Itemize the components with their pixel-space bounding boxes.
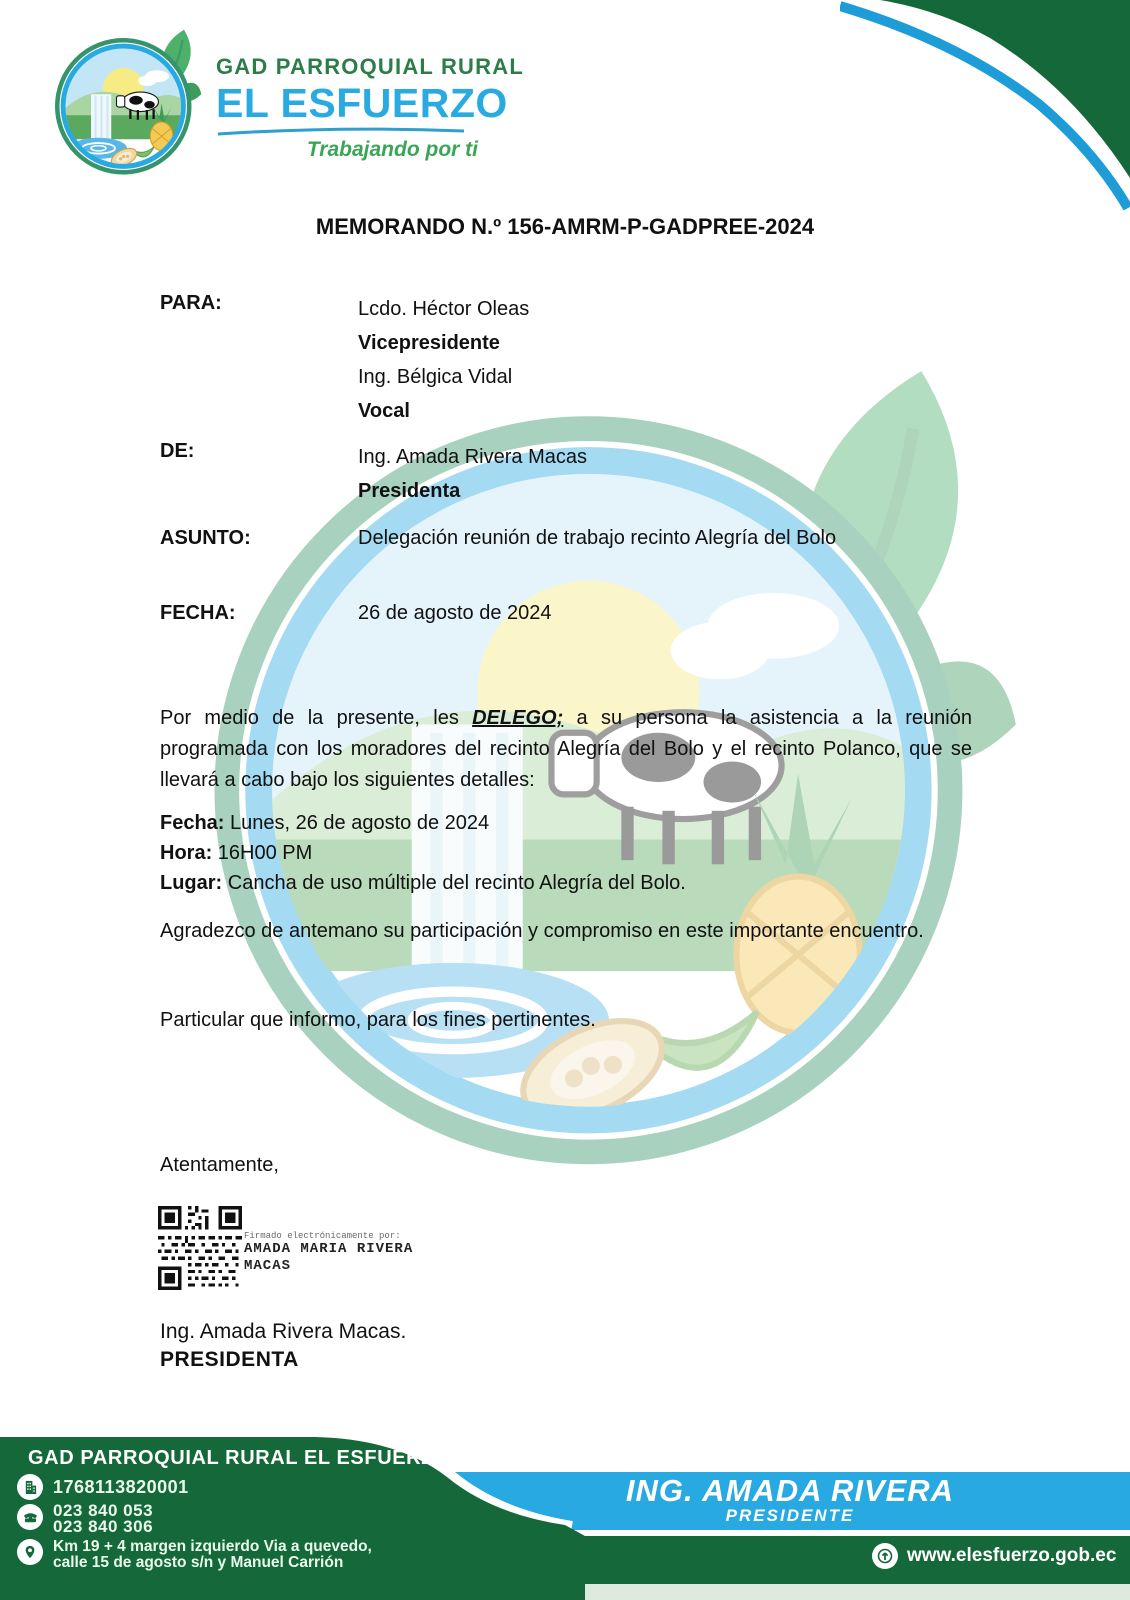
body-paragraph-1 xyxy=(160,703,972,796)
slogan: Trabajando por ti xyxy=(306,138,478,161)
memo-title: MEMORANDO N.º 156-AMRM-P-GADPREE-2024 xyxy=(315,214,815,239)
para-recipient-1: Lcdo. Héctor Oleas xyxy=(358,298,530,320)
de-value xyxy=(358,440,587,508)
detail-lugar-label: Lugar: xyxy=(160,872,223,894)
detail-hora xyxy=(160,838,972,868)
logo-text xyxy=(216,22,524,180)
detail-lugar-text: Cancha de uso múltiple del recinto Alegría del Bolo. xyxy=(222,872,686,894)
signer-name: Ing. Amada Rivera Macas. xyxy=(160,1320,407,1343)
de-label: DE: xyxy=(160,440,195,462)
qr-code-signature-icon xyxy=(158,1206,242,1290)
para-role-2: Vocal xyxy=(358,400,410,422)
president-banner xyxy=(460,1473,1120,1525)
detail-hora-text: 16H00 PM xyxy=(212,842,313,864)
logo-emblem-icon xyxy=(52,22,202,180)
detail-hora-label: Hora: xyxy=(160,842,213,864)
body-paragraph-2: Agradezco de antemano su participación y compromiso en este importante encuentro. xyxy=(160,920,924,942)
footer-address-row xyxy=(17,1539,372,1571)
phone-number-2: 023 840 306 xyxy=(53,1517,154,1536)
para-role-1: Vicepresidente xyxy=(358,332,500,354)
globe-icon xyxy=(872,1543,898,1569)
location-pin-icon xyxy=(17,1539,43,1565)
website-url: www.elesfuerzo.gob.ec xyxy=(907,1545,1117,1566)
footer-phones xyxy=(53,1503,153,1535)
phone-number-1: 023 840 053 xyxy=(53,1501,154,1520)
meeting-details xyxy=(160,808,972,898)
detail-fecha-text: Lunes, 26 de agosto de 2024 xyxy=(224,812,490,834)
para-value xyxy=(358,292,529,428)
footer-org-name: GAD PARROQUIAL RURAL EL ESFUERZO xyxy=(28,1447,451,1469)
footer-phone-row xyxy=(17,1501,154,1536)
closing: Atentamente, xyxy=(160,1154,279,1176)
fecha-value: 26 de agosto de 2024 xyxy=(358,602,552,624)
detail-lugar xyxy=(160,868,972,898)
footer-address xyxy=(53,1539,372,1571)
corner-decoration xyxy=(840,0,1130,235)
footer-website-row xyxy=(872,1543,1116,1569)
signer-role: PRESIDENTA xyxy=(160,1348,299,1371)
footer-ruc-row xyxy=(17,1474,189,1500)
esign-name-line1: AMADA MARIA RIVERA xyxy=(244,1241,414,1257)
address-line-1: Km 19 + 4 margen izquierdo Via a quevedo, xyxy=(53,1538,372,1555)
slogan-swoosh xyxy=(216,126,466,136)
ruc-building-icon xyxy=(17,1474,43,1500)
asunto-value: Delegación reunión de trabajo recinto Alegría del Bolo xyxy=(358,527,837,549)
body-paragraph-3: Particular que informo, para los fines pertinentes. xyxy=(160,1009,596,1031)
president-role: PRESIDENTE xyxy=(725,1506,855,1525)
esign-label: Firmado electrónicamente por: xyxy=(244,1231,401,1241)
phone-icon xyxy=(17,1504,43,1530)
para-recipient-2: Ing. Bélgica Vidal xyxy=(358,366,513,388)
detail-fecha xyxy=(160,808,972,838)
ruc-number: 1768113820001 xyxy=(53,1477,189,1497)
de-name: Ing. Amada Rivera Macas xyxy=(358,446,587,468)
org-name-line1: GAD PARROQUIAL RURAL xyxy=(216,54,524,79)
esign-name-line2: MACAS xyxy=(244,1258,292,1274)
esign-name xyxy=(244,1241,413,1275)
p1-post: a su persona la asistencia a la reunión programada con los moradores del recinto Alegría del Bolo y el recinto Polanco, que se llevará a cabo bajo los siguientes detalles: xyxy=(160,707,972,791)
p1-pre: Por medio de la presente, les xyxy=(160,707,473,729)
fecha-label: FECHA: xyxy=(160,602,236,624)
para-label: PARA: xyxy=(160,292,222,314)
detail-fecha-label: Fecha: xyxy=(160,812,225,834)
asunto-label: ASUNTO: xyxy=(160,527,251,549)
address-line-2: calle 15 de agosto s/n y Manuel Carrión xyxy=(53,1554,344,1571)
org-name-line2: EL ESFUERZO xyxy=(216,80,508,126)
delego-emphasis: DELEGO; xyxy=(472,707,564,729)
de-role: Presidenta xyxy=(358,480,461,502)
header-logo xyxy=(52,22,524,180)
president-name: ING. AMADA RIVERA xyxy=(625,1473,955,1508)
